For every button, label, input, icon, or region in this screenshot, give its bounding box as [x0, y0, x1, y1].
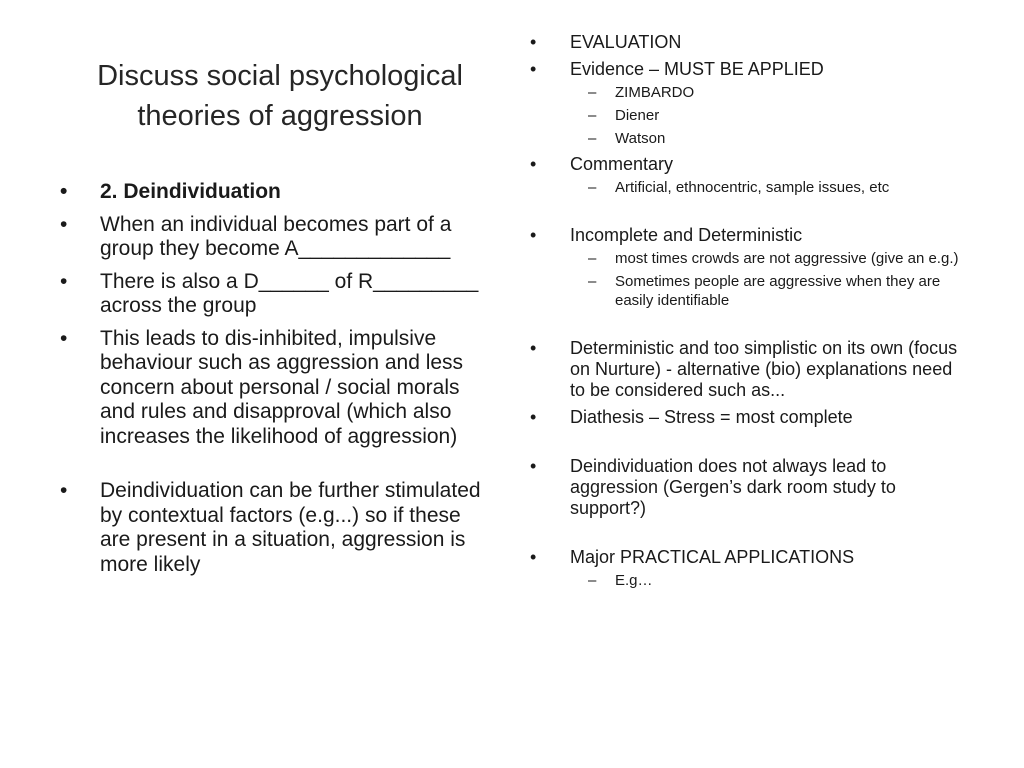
list-item	[530, 338, 970, 401]
dash-icon: –	[588, 130, 597, 147]
bullet-icon: •	[530, 338, 537, 358]
sub-item-text: most times crowds are not aggressive (give an e.g.)	[615, 250, 959, 267]
sub-list-item	[570, 83, 970, 102]
sub-list-item	[570, 571, 970, 590]
list-item	[60, 213, 485, 262]
sub-item-text: E.g…	[615, 572, 653, 589]
dash-icon: –	[588, 250, 597, 267]
sub-list-item	[570, 178, 970, 197]
left-column	[60, 180, 485, 585]
bullet-icon: •	[60, 326, 68, 350]
bullet-icon: •	[530, 32, 537, 52]
list-item	[60, 180, 485, 205]
sub-item-text: ZIMBARDO	[615, 84, 695, 101]
bullet-icon: •	[530, 407, 537, 427]
list-item-text: When an individual becomes part of a group they become A_____________	[100, 212, 452, 260]
list-item-text: Incomplete and Deterministic	[570, 225, 803, 245]
list-item	[530, 32, 970, 53]
sub-item-text: Diener	[615, 107, 660, 124]
bullet-icon: •	[530, 456, 537, 476]
sub-list	[570, 249, 970, 310]
list-item	[60, 327, 485, 450]
list-item	[60, 479, 485, 577]
list-item-text: Deindividuation does not always lead to aggression (Gergen’s dark room study to support?)	[570, 456, 896, 518]
bullet-icon: •	[530, 154, 537, 174]
bullet-icon: •	[530, 59, 537, 79]
list-item-text: There is also a D______ of R_________ across the group	[100, 269, 479, 317]
dash-icon: –	[588, 179, 597, 196]
dash-icon: –	[588, 572, 597, 589]
sub-list	[570, 178, 970, 197]
list-item	[530, 225, 970, 310]
list-item-text: 2. Deindividuation	[100, 180, 281, 203]
dash-icon: –	[588, 273, 597, 290]
sub-list	[570, 571, 970, 590]
list-item	[530, 59, 970, 148]
bullet-icon: •	[530, 225, 537, 245]
list-item-text: This leads to dis-inhibited, impulsive behaviour such as aggression and less concern about personal / social morals and rules and disapproval (which also increases the likelihood of aggression)	[100, 326, 464, 448]
left-bullet-list	[60, 180, 485, 577]
dash-icon: –	[588, 107, 597, 124]
dash-icon: –	[588, 84, 597, 101]
list-item-text: Evidence – MUST BE APPLIED	[570, 59, 824, 79]
sub-item-text: Watson	[615, 130, 666, 147]
list-item-text: Major PRACTICAL APPLICATIONS	[570, 547, 855, 567]
sub-list-item	[570, 249, 970, 268]
bullet-icon: •	[60, 180, 68, 203]
sub-list-item	[570, 106, 970, 125]
bullet-icon: •	[530, 547, 537, 567]
right-column	[530, 32, 970, 596]
bullet-icon: •	[60, 212, 68, 236]
list-item-text: Deterministic and too simplistic on its own (focus on Nurture) - alternative (bio) explanations need to be considered such as...	[570, 338, 958, 400]
list-item	[530, 407, 970, 428]
sub-item-text: Sometimes people are aggressive when they are easily identifiable	[615, 273, 941, 309]
sub-list-item	[570, 129, 970, 148]
list-item-text: Commentary	[570, 154, 674, 174]
sub-list	[570, 83, 970, 148]
list-item	[530, 547, 970, 590]
right-bullet-list	[530, 32, 970, 590]
bullet-icon: •	[60, 269, 68, 293]
list-item-text: Deindividuation can be further stimulated by contextual factors (e.g...) so if these are present in a situation, aggression is more likely	[100, 479, 481, 576]
list-item	[60, 270, 485, 319]
list-item	[530, 154, 970, 197]
slide-title: Discuss social psychological theories of aggression	[97, 60, 463, 132]
list-item	[530, 456, 970, 519]
list-item-text: Diathesis – Stress = most complete	[570, 407, 853, 427]
sub-item-text: Artificial, ethnocentric, sample issues, etc	[615, 179, 890, 196]
sub-list-item	[570, 272, 970, 310]
bullet-icon: •	[60, 479, 68, 502]
list-item-text: EVALUATION	[570, 32, 682, 52]
